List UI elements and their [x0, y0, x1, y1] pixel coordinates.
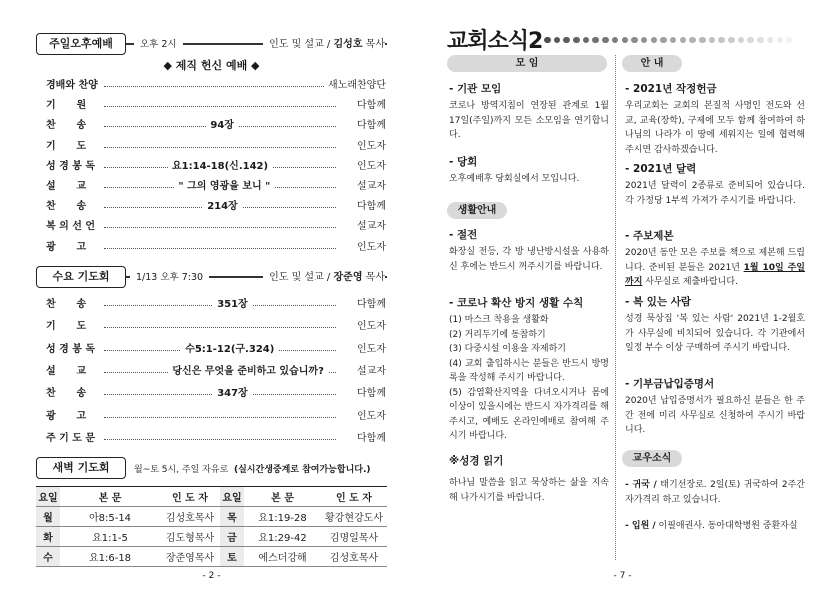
decorative-dot — [767, 37, 774, 44]
news-body: 2020년 동안 모은 주보를 책으로 제본해 드립니다. 준비된 분들은 2021년 1월 10일 주일까지 사무실로 제출바랍니다. — [625, 248, 805, 287]
decorative-dot — [583, 37, 590, 44]
order-item: 찬 송 — [46, 201, 87, 213]
news-heading: - 절전 — [449, 229, 478, 241]
leader-dots — [104, 227, 336, 228]
page-title: 교회소식2 — [447, 29, 543, 54]
order-row — [46, 96, 386, 116]
bible-reading — [449, 454, 609, 505]
decorative-dot — [699, 37, 706, 44]
news-item — [449, 82, 609, 143]
news-heading: - 2021년 달력 — [625, 163, 697, 175]
decorative-dot — [612, 37, 619, 44]
order-item: 설 교 — [46, 181, 87, 192]
table-cell: 월 — [36, 507, 60, 527]
order-content: 347장 — [213, 384, 252, 404]
news-body: 우리교회는 교회의 본질적 사명인 전도와 선교, 교육(장학), 구제에 모두 함께 참여하여 하나님의 나라가 이 땅에 세워지는 일에 협력해 주시면 감사하겠습니다. — [625, 101, 805, 155]
order-row — [46, 157, 386, 177]
news-body: - 귀국 / 태기선장로. 2일(토) 귀국하여 2주간 자가격리 하고 있습니다. — [625, 480, 805, 505]
order-content: 요1:14-18(신.142) — [168, 157, 272, 177]
order-item: 성 경 봉 독 — [46, 160, 96, 172]
dawn-prayer-label: 새벽 기도회 — [36, 457, 126, 479]
news-body: - 입원 / 이필애권사. 동아대학병원 중환자실 — [625, 521, 798, 531]
order-item: 찬 송 — [46, 120, 87, 132]
news-body: 2020년 납입증명서가 필요하신 분들은 한 주간 전에 미리 사무실로 신청하여 주시기 바랍니다. — [625, 396, 805, 435]
col-day: 요일 — [220, 487, 244, 507]
order-content: 수5:1-12(구.324) — [181, 340, 278, 360]
table-row — [36, 547, 387, 567]
dawn-info: 월~토 5시, 주일 자유로 (실시간생중계로 참여가능합니다.) — [134, 465, 371, 475]
order-person: 설교자 — [354, 362, 386, 382]
order-item: 성 경 봉 독 — [46, 343, 96, 355]
table-cell: 에스더강해 — [244, 547, 321, 567]
decorative-dot — [544, 37, 551, 44]
leader-dots — [104, 86, 336, 87]
table-cell: 김성호목사 — [160, 507, 220, 527]
order-row — [46, 429, 386, 449]
news-item — [625, 377, 805, 438]
order-item: 찬 송 — [46, 388, 87, 400]
order-person: 설교자 — [354, 177, 386, 197]
member-news-pill: 교우소식 — [622, 450, 682, 467]
page-number-left: - 2 - — [202, 571, 221, 581]
table-cell: 수 — [36, 547, 60, 567]
table-cell: 목 — [220, 507, 244, 527]
news-heading: ※성경 읽기 — [449, 455, 504, 467]
col-passage: 본 문 — [60, 487, 160, 507]
order-item: 기 도 — [46, 321, 87, 333]
table-row — [36, 527, 387, 547]
table-cell: 김명일목사 — [321, 527, 387, 547]
news-item — [449, 228, 609, 274]
news-item — [449, 155, 609, 187]
decorative-dot — [709, 37, 716, 44]
column-divider — [615, 55, 616, 560]
page-number-right: - 7 - — [613, 571, 632, 581]
order-content: 94장 — [206, 116, 238, 136]
afternoon-service-label: 주일오후예배 — [36, 33, 126, 55]
leader-dots — [104, 327, 336, 328]
table-cell: 화 — [36, 527, 60, 547]
leader-dots — [104, 439, 336, 440]
decorative-dot — [747, 37, 754, 44]
order-item: 경배와 찬양 — [46, 80, 98, 91]
leader-dots — [104, 248, 336, 249]
afternoon-leader: 인도 및 설교 / 김성호 목사 — [263, 35, 385, 50]
order-person: 다함께 — [354, 295, 386, 315]
order-person: 다함께 — [354, 429, 386, 449]
col-leader: 인 도 자 — [321, 487, 387, 507]
order-row — [46, 407, 386, 427]
list-item: (2) 거리두기에 동참하기 — [449, 329, 546, 340]
notice-section-pill: 안 내 — [622, 55, 682, 72]
decorative-dot — [777, 37, 784, 44]
service-subtitle: ◆ 제직 헌신 예배 ◆ — [163, 59, 260, 72]
news-heading: - 코로나 확산 방지 생활 수칙 — [449, 297, 584, 309]
covid-rules — [449, 296, 609, 444]
table-cell: 금 — [220, 527, 244, 547]
news-item — [625, 162, 805, 208]
news-heading: - 기관 모임 — [449, 83, 502, 95]
afternoon-time: 오후 2시 — [134, 36, 183, 50]
decorative-dot — [641, 37, 648, 44]
order-row — [46, 340, 386, 360]
order-person: 다함께 — [354, 96, 386, 116]
col-passage: 본 문 — [244, 487, 321, 507]
news-heading: - 당회 — [449, 156, 478, 168]
col-leader: 인 도 자 — [160, 487, 220, 507]
list-item: (4) 교회 출입하시는 분들은 반드시 방명록을 작성해 주시기 바랍니다. — [449, 358, 609, 383]
news-body: 성경 묵상집 '복 있는 사람' 2021년 1-2월호가 사무실에 비치되어 있습니다. 각 기관에서 일정 부수 이상 구매하여 주시기 바랍니다. — [625, 314, 805, 353]
decorative-dot — [622, 37, 629, 44]
order-person: 다함께 — [354, 197, 386, 217]
order-row — [46, 197, 386, 217]
order-person: 다함께 — [354, 384, 386, 404]
order-person: 설교자 — [354, 217, 386, 237]
decorative-dot — [563, 37, 570, 44]
table-cell: 요1:1-5 — [60, 527, 160, 547]
order-row — [46, 116, 386, 136]
order-row — [46, 238, 386, 258]
news-item — [625, 229, 805, 290]
order-row — [46, 217, 386, 237]
decorative-dot — [602, 37, 609, 44]
meeting-section-pill: 모 임 — [447, 55, 607, 72]
news-heading: - 2021년 작정헌금 — [625, 83, 717, 95]
decorative-dot — [680, 37, 687, 44]
order-person: 인도자 — [354, 407, 386, 427]
list-item: (3) 다중시설 이용을 자제하기 — [449, 344, 566, 354]
order-item: 복 의 선 언 — [46, 221, 96, 233]
news-body: 2021년 달력이 2종류로 준비되어 있습니다. 각 가정당 1부씩 가져가 주시기를 바랍니다. — [625, 181, 805, 206]
table-cell: 김성호목사 — [321, 547, 387, 567]
order-item: 광 고 — [46, 241, 87, 253]
deadline-date: 1월 10일 주일까지 — [625, 262, 805, 287]
news-heading: - 주보제본 — [625, 230, 674, 242]
decorative-dot — [738, 37, 745, 44]
decorative-dot — [592, 37, 599, 44]
table-cell: 장준영목사 — [160, 547, 220, 567]
table-cell: 요1:6-18 — [60, 547, 160, 567]
covid-rules-list — [449, 313, 609, 444]
order-person: 다함께 — [354, 116, 386, 136]
title-dot-bar — [544, 34, 804, 46]
order-person: 인도자 — [354, 340, 386, 360]
decorative-dot — [728, 37, 735, 44]
order-content: " 그의 영광을 보니 " — [174, 177, 274, 197]
order-person: 인도자 — [354, 317, 386, 337]
order-person: 인도자 — [354, 238, 386, 258]
table-cell: 김도형목사 — [160, 527, 220, 547]
table-cell: 아8:5-14 — [60, 507, 160, 527]
leader-dots — [104, 417, 336, 418]
wednesday-date: 1/13 오후 7:30 — [130, 269, 209, 283]
order-content: 351장 — [213, 295, 252, 315]
table-cell: 황강현강도사 — [321, 507, 387, 527]
news-body: 코로나 방역지침이 연장된 관계로 1월 17일(주일)까지 모든 소모임을 연기합니다. — [449, 101, 609, 140]
order-item: 광 고 — [46, 410, 87, 422]
order-row — [46, 384, 386, 404]
life-guide-pill: 생활안내 — [447, 202, 507, 219]
list-item: (1) 마스크 착용을 생활화 — [449, 315, 549, 325]
order-item: 설 교 — [46, 365, 87, 377]
decorative-dot — [651, 37, 658, 44]
news-heading: - 기부금납입증명서 — [625, 378, 715, 390]
col-day: 요일 — [36, 487, 60, 507]
order-row — [46, 177, 386, 197]
news-body: 화장실 전등, 각 방 냉난방시설을 사용하신 후에는 반드시 꺼주시기를 바랍니다. — [449, 247, 609, 272]
news-body: 오후예배후 당회실에서 모입니다. — [449, 174, 580, 184]
news-body: 하나님 말씀을 읽고 묵상하는 삶을 지속해 나가시기를 바랍니다. — [449, 478, 609, 503]
order-person: 새노래찬양단 — [325, 76, 386, 96]
order-row — [46, 317, 386, 337]
leader-dots — [104, 106, 336, 107]
table-cell: 요1:19-28 — [244, 507, 321, 527]
order-row — [46, 76, 386, 96]
news-item — [625, 82, 805, 157]
order-item: 기 도 — [46, 140, 87, 152]
table-header-row — [36, 487, 387, 507]
order-item: 기 원 — [46, 100, 87, 112]
order-item: 주 기 도 문 — [46, 432, 96, 444]
decorative-dot — [631, 37, 638, 44]
table-cell: 토 — [220, 547, 244, 567]
wednesday-leader: 인도 및 설교 / 장준영 목사 — [263, 268, 385, 283]
news-item — [625, 519, 805, 534]
order-row — [46, 362, 386, 382]
decorative-dot — [660, 37, 667, 44]
news-item — [625, 295, 805, 356]
leader-dots — [104, 147, 336, 148]
order-content: 당신은 무엇을 준비하고 있습니까? — [168, 362, 328, 382]
order-person: 인도자 — [354, 137, 386, 157]
order-item: 찬 송 — [46, 299, 87, 310]
news-item — [625, 478, 805, 507]
decorative-dot — [718, 37, 725, 44]
wednesday-service-label: 수요 기도회 — [36, 266, 126, 288]
decorative-dot — [689, 37, 696, 44]
dawn-schedule-table — [36, 486, 387, 567]
decorative-dot — [757, 37, 764, 44]
decorative-dot — [786, 37, 793, 44]
order-row — [46, 137, 386, 157]
decorative-dot — [554, 37, 561, 44]
decorative-dot — [670, 37, 677, 44]
order-content: 214장 — [203, 197, 242, 217]
list-item: (5) 감염확산지역을 다녀오시거나 몸에 이상이 있을시에는 반드시 자가격리를 해주시고, 예배도 온라인예배로 참여해 주시기 바랍니다. — [449, 387, 609, 441]
order-person: 인도자 — [354, 157, 386, 177]
decorative-dot — [573, 37, 580, 44]
table-cell: 요1:29-42 — [244, 527, 321, 547]
news-heading: - 복 있는 사람 — [625, 296, 692, 308]
order-row — [46, 295, 386, 315]
table-row — [36, 507, 387, 527]
